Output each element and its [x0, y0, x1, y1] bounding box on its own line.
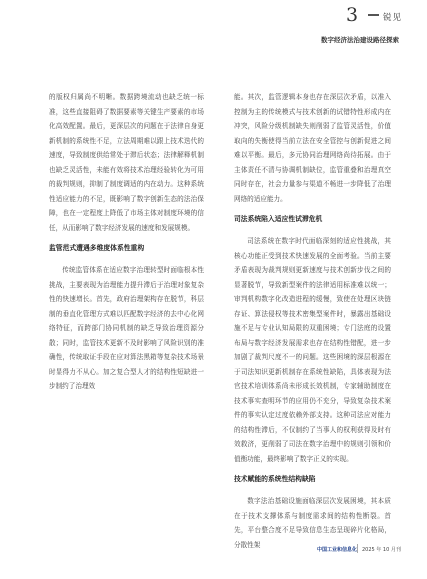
paragraph: 数字法治基础设施面临深层次发展困境，其本质在于技术支撑体系与制度需求间的结构性断裂。首先，平台整合度不足导致信息生态呈现碎片化格局，分散性架 — [234, 497, 391, 549]
header-divider — [368, 14, 379, 16]
page-number: 3 — [346, 4, 359, 26]
paragraph: 司法系统在数字时代面临深刻的适应性挑战，其核心功能正受到技术快速发展的全面考验。当前主要矛盾表现为裁判规则更新速度与技术创新步伐之间的显著脱节，导致新型案件的法律适用标准难以统一；审判机构数字化改造进程的缓慢，致使在处理区块链存证、算法侵权等技术密集型案件时，暴露出基础设施不足与专业认知局限的双重困境；专门法庭的设置布局与数字经济发展需求也存在结构性错配，进一步加剧了裁判尺度不一的问题。这些困境的深层根源在于司法知识更新机制存在系统性缺陷，具体表现为法官技术培训体系尚未形成长效机制，专家辅助制度在技术事实查明环节的应用仍不充分，导致复杂技术案件的事实认定过度依赖外部支持。这种司法应对能力的结构性滞后，不仅制约了当事人的权利获得及时有效救济，更削弱了司法在数字治理中的规则引领和价值衡功能，最终影响了数字正义的实现。 — [234, 237, 391, 463]
article-subtitle: 数字经济法治建设路径探索 — [321, 36, 399, 44]
footer-divider — [357, 544, 358, 553]
section-heading: 监管范式遭遇多维度体系性重构 — [49, 244, 145, 252]
paragraph: 能。其次，监管逻辑本身也存在深层次矛盾，以准入控制为主的传统模式与技术创新的试错特性形成内在冲突，风险分级机制缺失则削弱了监管灵活性，价值取向的失衡使得当前立法在安全管控与创新促进之间难以平衡。最后，多元协同治理网络尚待拓展。由于主体责任不清与协调机制缺位，监管重叠和治理真空同时存在，社会力量参与渠道不畅进一步降低了治理网络的适应能力。 — [234, 93, 391, 203]
column-title: 锐见 — [383, 13, 403, 23]
issue-label: 2025 年 10 月刊 — [362, 547, 401, 553]
section-heading: 司法系统陷入适应性试滞危机 — [234, 215, 323, 223]
left-column — [49, 90, 204, 396]
publication-name: 中国工业和信息化 — [317, 547, 358, 553]
right-column — [234, 90, 391, 554]
section-heading: 技术赋能的系统性结构缺陷 — [234, 475, 316, 483]
paragraph: 传统监管体系在适应数字治理转型时面临根本性挑战，主要表现为治理能力提升滞后于治理对象复杂性的快速增长。首先，政府治理架构存在脱节，科层制的垂直化管理方式难以匹配数字经济的去中心化网络特征，而跨部门协同机制的缺乏导致治理资源分散；同时，监管技术更新不及时影响了风险识别的准确性，传统取证手段在应对算法黑箱等复杂技术场景时显得力不从心。加之复合型人才的结构性短缺进一步制约了治理效 — [49, 266, 204, 390]
paragraph: 的版权归属尚不明晰。数据跨境流动也缺乏统一标准，这些直接阻碍了数据要素等关键生产要素的市场化高效配置。最后，更深层次的问题在于法律自身更新机制的系统性不足，立法周期难以跟上技术迭代的速度，导致制度供给常处于滞后状态；法律解释机制也缺乏灵活性，未能有效将技术治理经验转化为可用的裁判规则，抑制了制度调适的内在动力。这种系统性适应能力的不足，既影响了数字创新生态的法治保障，也在一定程度上降低了市场主体对制度环境的信任，从而影响了数字经济发展的速度和发展规模。 — [49, 93, 204, 232]
